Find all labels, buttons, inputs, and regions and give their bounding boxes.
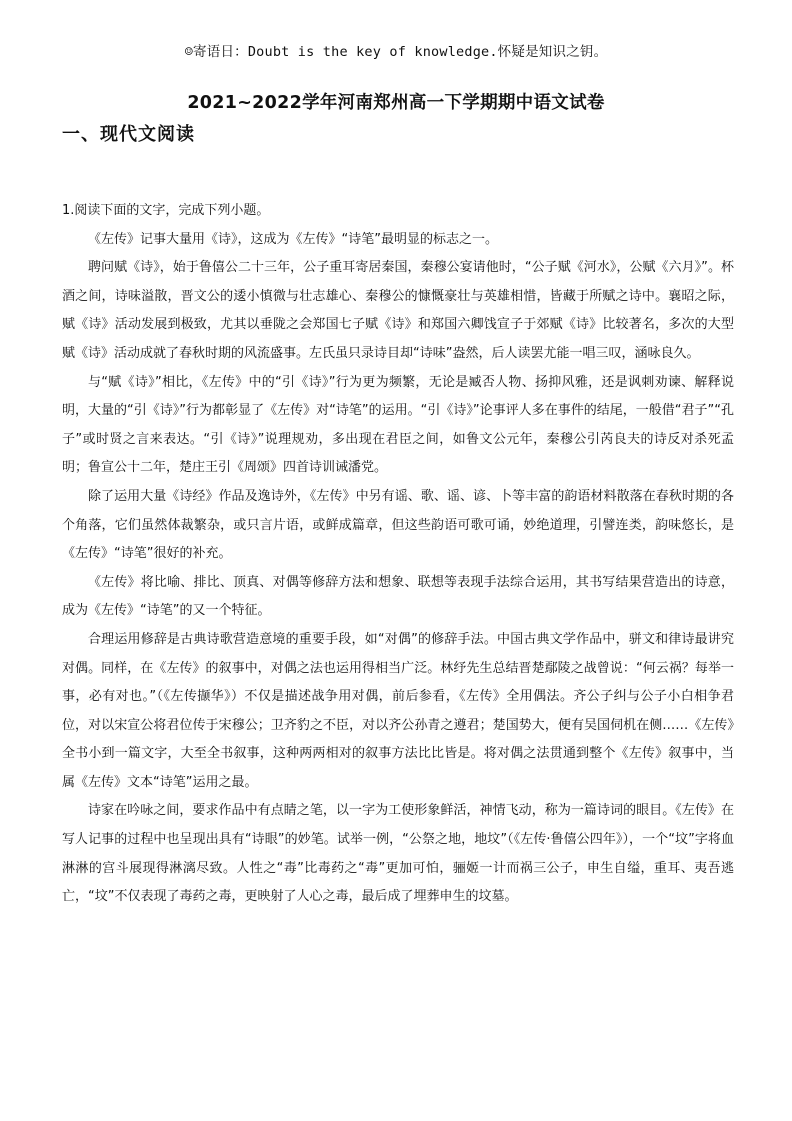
paragraph-4: 除了运用大量《诗经》作品及逸诗外，《左传》中另有谣、歌、谣、谚、卜等丰富的韵语材料散落在春秋时期的各个角落，它们虽然体裁繁杂，或只言片语，或鲜成篇章，但这些韵语可歌可诵，妙绝道理，引譬连类，韵味悠长，是《左传》“诗笔”很好的补充。: [62, 488, 734, 562]
exam-title: 2021~2022学年河南郑州高一下学期期中语文试卷: [187, 93, 605, 113]
section-heading: 一、现代文阅读: [62, 124, 195, 145]
reading-passage: [62, 197, 734, 912]
question-intro: 1.阅读下面的文字，完成下列小题。: [62, 203, 270, 218]
header-quote: ☺寄语日：Doubt is the key of knowledge.怀疑是知识之钥。: [184, 44, 608, 60]
paragraph-3: 与“赋《诗》”相比，《左传》中的“引《诗》”行为更为频繁，无论是臧否人物、扬抑风雅，还是讽刺劝谏、解释说明，大量的“引《诗》”行为都彰显了《左传》对“诗笔”的运用。“引《诗》”论事评人多在事件的结尾，一般借“君子”“孔子”或时贤之言来表达。“引《诗》”说理规劝，多出现在君臣之间，如鲁文公元年，秦穆公引芮良夫的诗反对杀死孟明；鲁宣公十二年，楚庄王引《周颂》四首诗训诫潘党。: [62, 374, 734, 476]
paragraph-1: 《左传》记事大量用《诗》，这成为《左传》“诗笔”最明显的标志之一。: [88, 231, 498, 247]
paragraph-6: 合理运用修辞是古典诗歌营造意境的重要手段，如“对偶”的修辞手法。中国古典文学作品中，骈文和律诗最讲究对偶。同样，在《左传》的叙事中，对偶之法也运用得相当广泛。林纾先生总结晋楚鄢陵之战曾说：“何云祸？每举一事，必有对也。”（《左传撷华》）不仅是描述战争用对偶，前后参看，《左传》全用偶法。齐公子纠与公子小白相争君位，对以宋宣公将君位传于宋穆公；卫齐豹之不臣，对以齐公孙青之遵君；楚国势大，便有吴国伺机在侧……《左传》全书小到一篇文字，大至全书叙事，这种两两相对的叙事方法比比皆是。将对偶之法贯通到整个《左传》叙事中，当属《左传》文本“诗笔”运用之最。: [62, 631, 734, 790]
paragraph-2: 聘问赋《诗》，始于鲁僖公二十三年，公子重耳寄居秦国，秦穆公宴请他时，“公子赋《河水》，公赋《六月》”。杯酒之间，诗味溢散，晋文公的逶小慎微与壮志雄心、秦穆公的慷慨豪壮与英雄相惜，皆藏于所赋之诗中。襄昭之际，赋《诗》活动发展到极致，尤其以垂陇之会郑国七子赋《诗》和郑国六卿饯宣子于郊赋《诗》比较著名，多次的大型赋《诗》活动成就了春秋时期的风流盛事。左氏虽只录诗目却“诗味”盎然，后人读罢尤能一唱三叹，涵咏良久。: [62, 260, 734, 361]
paragraph-7: 诗家在吟咏之间，要求作品中有点睛之笔，以一字为工使形象鲜活，神情飞动，称为一篇诗词的眼目。《左传》在写人记事的过程中也呈现出具有“诗眼”的妙笔。试举一例，“公祭之地，地坟”（《左传·鲁僖公四年》），一个“坟”字将血淋淋的宫斗展现得淋漓尽致。人性之“毒”比毒药之“毒”更加可怕，骊姬一计而祸三公子，申生自缢，重耳、夷吾逃亡，“坟”不仅表现了毒药之毒，更映射了人心之毒，最后成了埋葬申生的坟墓。: [62, 803, 734, 905]
paragraph-5: 《左传》将比喻、排比、顶真、对偶等修辞方法和想象、联想等表现手法综合运用，其书写结果营造出的诗意，成为《左传》“诗笔”的又一个特征。: [62, 574, 734, 619]
